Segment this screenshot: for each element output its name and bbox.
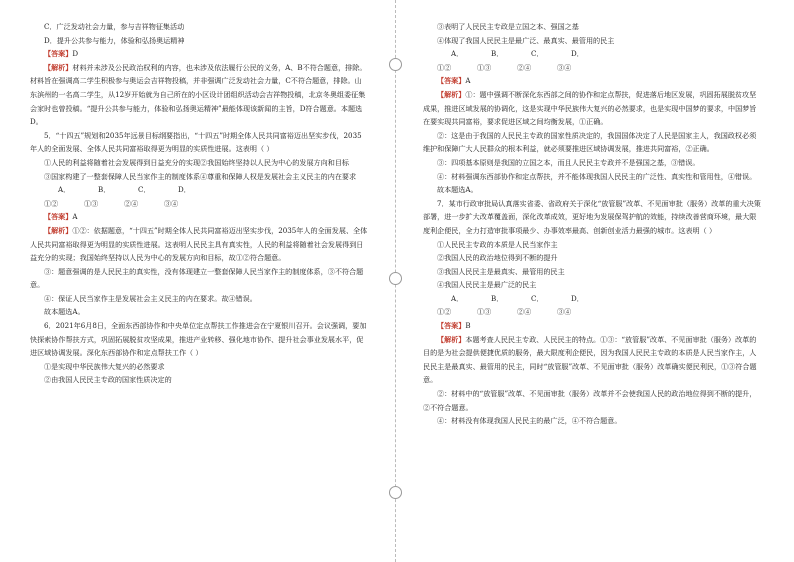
analysis-paragraph: 故本题选A。 — [437, 185, 478, 195]
analysis-paragraph — [30, 61, 368, 129]
choice-b: B．①③ — [477, 293, 504, 317]
answer-line — [423, 74, 761, 88]
analysis-tag: 【解析】 — [437, 334, 466, 344]
analysis-tag: 【解析】 — [44, 62, 73, 72]
analysis-paragraph: ②：这是由于我国的人民民主专政的国家性质决定的，我国国体决定了人民是国家主人，我国政权必须维护和保障广大人民群众的根本利益，就必须要推进区域协调发展，推进共同富裕，②正确。 — [423, 130, 757, 154]
question-7: 7．某市行政审批局认真落实省委、省政府关于深化“放管服”改革、不见面审批（服务）改革的重大决策部署，进一步扩大改革覆盖面，深化改革成效，更好地为发展保驾护航的效能，持续改善营商环境，最大限度利企便民，全力打造审批事项最少、办事效率最高、创新创业活力最强的城市。这表明（ ） — [423, 198, 761, 235]
analysis-paragraph: ④：材料没有体现我国人民民主的最广泛，④不符合题意。 — [437, 416, 622, 426]
choice-a: A．①② — [44, 185, 71, 208]
answer-line — [423, 319, 761, 333]
question-5-statement: ①人民的利益将随着社会发展得到日益充分的实现②我国始终坚持以人民为中心的发展方向和目标 — [44, 157, 350, 167]
answer-tag: 【答案】 — [437, 76, 466, 86]
analysis-paragraph — [30, 224, 368, 265]
question-5-statement: ③国家构建了一整套保障人民当家作主的制度体系④尊重和保障人权是发展社会主义民主的内在要求 — [44, 171, 357, 181]
analysis-tag: 【解析】 — [44, 225, 73, 235]
analysis-text: 本题考查人民民主专政、人民民主的特点。①③：“放管服”改革、不见面审批（服务）改革的目的是为社会提供便捷优质的服务，最大限度利企便民，因为我国人民民主专政的本质是人民当家作主，人民民主是最真实、最管用的民主，同时“放管服”改革、不见面审批（服务）改革确实便民利民，①③符合题意。 — [423, 334, 757, 385]
question-6-statement: ②由我国人民民主专政的国家性质决定的 — [44, 375, 172, 385]
right-column — [423, 20, 761, 428]
analysis-tag: 【解析】 — [437, 89, 466, 99]
binding-hole-icon — [389, 58, 402, 71]
question-7-statement: ④我国人民民主是最广泛的民主 — [437, 280, 537, 290]
question-7-choices — [423, 292, 761, 319]
choice-d: D．③④ — [557, 49, 584, 72]
analysis-paragraph: ④：材料强调东西部协作和定点帮扶，并不能体现我国人民民主的广泛性、真实性和管用性，④错误。 — [437, 171, 757, 181]
question-7-statement: ③我国人民民主是最真实、最管用的民主 — [437, 266, 565, 276]
question-5-choices — [30, 183, 368, 210]
choice-d: D．③④ — [164, 185, 191, 208]
question-5: 5．“十四五”规划和2035年远景目标纲要指出，“十四五”时期全体人民共同富裕迈出坚实步伐，2035年人的全面发展、全体人民共同富裕取得更为明显的实质性进展。这表明（ ） — [30, 130, 362, 154]
question-6-statement: ④体现了我国人民民主是最广泛、最真实、最管用的民主 — [437, 35, 615, 45]
answer-value: A — [72, 212, 78, 222]
analysis-text: 材料并未涉及公民政治权利的内容，也未涉及依法履行公民的义务，A、B不符合题意，排除。材料旨在强调高二学生积极参与奥运会吉祥物投稿，并非强调广泛发动社会力量，C不符合题意，排除。山东滨州的一名高二学生，从12岁开始就为自己所在的小区设计团组织活动会吉祥物投稿，北京冬奥组委征集会家时也曾投稿。“提升公共参与能力，体验和弘扬奥运精神”最能体现该新闻的主旨，D符合题意。本题选D。 — [30, 62, 367, 127]
binding-hole-icon — [389, 486, 402, 499]
analysis-paragraph — [423, 88, 761, 129]
choice-a: A．①② — [437, 49, 464, 72]
answer-value: D — [72, 49, 79, 59]
question-7-statement: ②我国人民的政治地位得到不断的提升 — [437, 253, 558, 263]
analysis-text: ①②：依据题意，“十四五”时期全体人民共同富裕迈出坚实步伐，2035年人的全面发展、全体人民共同富裕取得更为明显的实质性进展。这表明人民民主具有真实性，人民的利益将随着社会发展得到日益充分的实现；我国始终坚持以人民为中心的发展方向和目标，故①②符合题意。 — [30, 225, 368, 263]
answer-line — [30, 47, 368, 61]
option-line: C．广泛发动社会力量，参与吉祥物征集活动 — [44, 22, 185, 31]
left-column — [30, 20, 368, 387]
answer-line — [30, 210, 368, 224]
analysis-paragraph: ③：四项基本原则是我国的立国之本，而且人民民主专政并不是强国之基，③错误。 — [437, 157, 700, 167]
analysis-paragraph: 故本题选A。 — [44, 307, 85, 317]
choice-a: A．①② — [437, 293, 464, 317]
question-6-statement: ③表明了人民民主专政是立国之本、强国之基 — [437, 22, 579, 31]
answer-tag: 【答案】 — [44, 49, 73, 59]
choice-b: B．①③ — [84, 185, 111, 208]
analysis-paragraph: ②：材料中的“放管服”改革、不见面审批（服务）改革并不会使我国人民的政治地位得到不断的提升，②不符合题意。 — [423, 389, 757, 412]
choice-c: C．②④ — [124, 185, 151, 208]
question-6: 6．2021年6月8日，全面东西部协作和中央单位定点帮扶工作推进会在宁夏银川召开。会议强调，要加快探索协作帮扶方式，巩固拓展脱贫攻坚成果，推进产业转移、强化地市协作、提升社会事业发展水平，促进区域协调发展。深化东西部协作和定点帮扶工作（ ） — [30, 321, 367, 358]
analysis-paragraph: ③：题意强调的是人民民主的真实性，没有体现建立一整套保障人民当家作主的制度体系，③不符合题意。 — [30, 266, 364, 290]
analysis-text: ①：题中强调不断深化东西部之间的协作和定点帮扶，促进落后地区发展，巩固拓展脱贫攻坚成果，推进区域发展的协调化，这是实现中华民族伟大复兴的必然要求，也是实现中国梦的要求，中国梦旨在要实现共同富裕，要求促进区域之间均衡发展，①正确。 — [423, 89, 757, 127]
choice-b: B．①③ — [477, 49, 504, 72]
question-6-choices — [423, 47, 761, 74]
question-6-statement: ①是实现中华民族伟大复兴的必然要求 — [44, 361, 165, 371]
answer-tag: 【答案】 — [44, 212, 73, 222]
choice-c: C．②④ — [517, 293, 544, 317]
question-7-statement: ①人民民主专政的本质是人民当家作主 — [437, 239, 558, 249]
analysis-paragraph: ④：保证人民当家作主是发展社会主义民主的内在要求。故④错误。 — [44, 293, 257, 303]
binding-margin — [383, 0, 409, 562]
option-line: D．提升公共参与能力，体验和弘扬奥运精神 — [44, 35, 185, 45]
answer-tag: 【答案】 — [437, 321, 466, 331]
binding-hole-icon — [389, 272, 402, 285]
analysis-paragraph — [423, 333, 761, 387]
choice-d: D．③④ — [557, 293, 584, 317]
choice-c: C．②④ — [517, 49, 544, 72]
answer-value: A — [465, 76, 471, 86]
answer-value: B — [465, 321, 471, 331]
